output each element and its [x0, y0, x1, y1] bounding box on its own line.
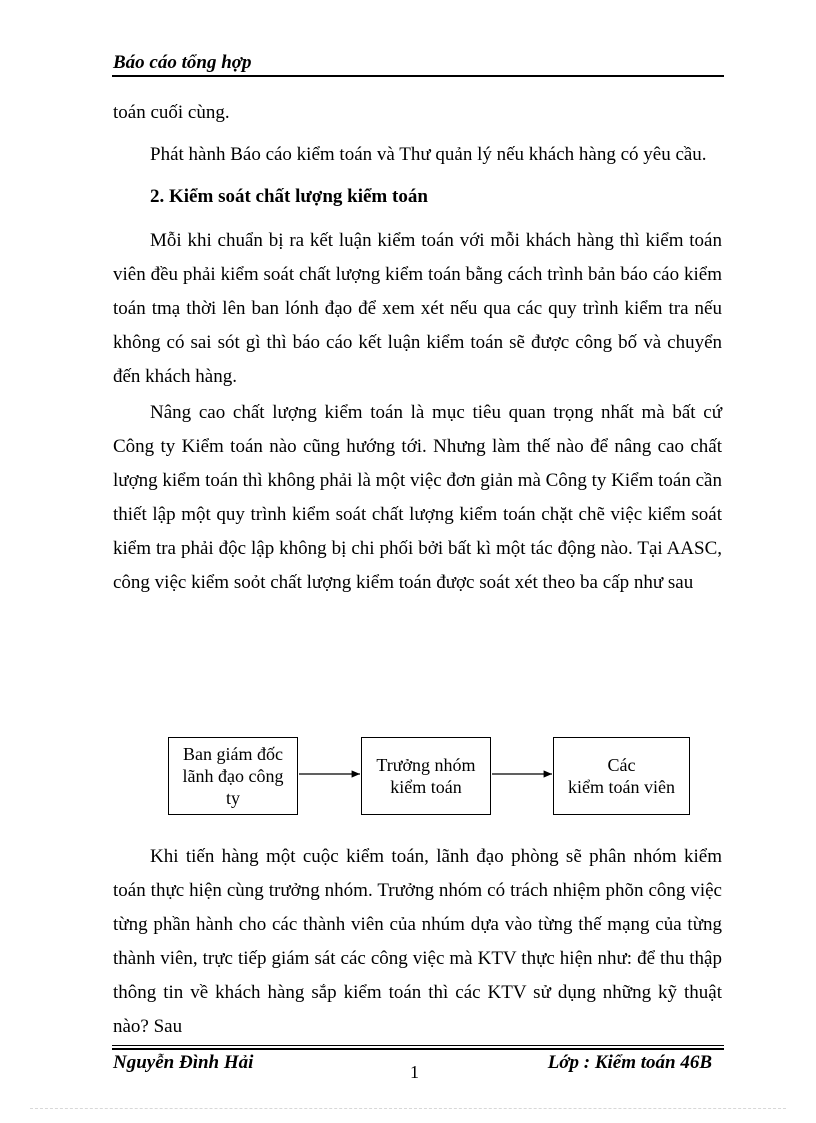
- paragraph-quality-control: Mỗi khi chuẩn bị ra kết luận kiểm toán với mỗi khách hàng thì kiểm toán viên đều phải kiểm soát chất lượng kiểm toán bằng cách trình bản báo cáo kiểm toán tmạ thời lên ban lónh đạo để xem xét nếu qua các quy trình kiểm tra nếu không có sai sót gì thì báo cáo kết luận kiểm toán sẽ được công bố và chuyển đến khách hàng.: [113, 230, 722, 387]
- diagram-box-auditors-label: Các kiểm toán viên: [568, 755, 675, 797]
- paragraph-audit-process: Khi tiến hàng một cuộc kiểm toán, lãnh đạo phòng sẽ phân nhóm kiểm toán thực hiện cùng trưởng nhóm. Trưởng nhóm có trách nhiệm phõn công việc từng phần hành cho các thành viên của nhúm dựa vào từng thế mạng của từng thành viên, trực tiếp giám sát các công việc mà KTV thực hiện như: để thu thập thông tin về khách hàng sắp kiểm toán thì các KTV sử dụng những kỹ thuật nào? Sau: [113, 846, 722, 1037]
- diagram-box-board-label: Ban giám đốc lãnh đạo công ty: [182, 744, 284, 808]
- paragraph-continuation: toán cuối cùng.: [113, 102, 230, 123]
- footer-author: Nguyễn Đình Hải: [113, 1052, 254, 1073]
- footer-rule-thick: [112, 1048, 724, 1050]
- page-edge-dashes: [30, 1108, 786, 1109]
- section-heading: 2. Kiểm soát chất lượng kiểm toán: [150, 186, 428, 207]
- footer-rule-thin: [112, 1045, 724, 1046]
- footer-class: Lớp : Kiểm toán 46B: [547, 1052, 712, 1073]
- page-number: 1: [410, 1062, 419, 1082]
- paragraph-improve-quality: Nâng cao chất lượng kiểm toán là mục tiêu quan trọng nhất mà bất cứ Công ty Kiểm toán nào cũng hướng tới. Nhưng làm thế nào để nâng cao chất lượng kiểm toán thì không phải là một việc đơn giản mà Công ty Kiểm toán cần thiết lập một quy trình kiểm soát chất lượng kiểm toán chặt chẽ việc kiểm soát kiểm tra phải độc lập không bị chi phối bởi bất kì một tác động nào. Tại AASC, công việc kiểm soỏt chất lượng kiểm toán được soát xét theo ba cấp như sau: [113, 402, 722, 593]
- diagram-box-team-leader-label: Trưởng nhóm kiểm toán: [376, 755, 476, 797]
- paragraph-issue-report: Phát hành Báo cáo kiểm toán và Thư quản lý nếu khách hàng có yêu cầu.: [150, 144, 707, 165]
- header-title: Báo cáo tổng hợp: [113, 52, 252, 73]
